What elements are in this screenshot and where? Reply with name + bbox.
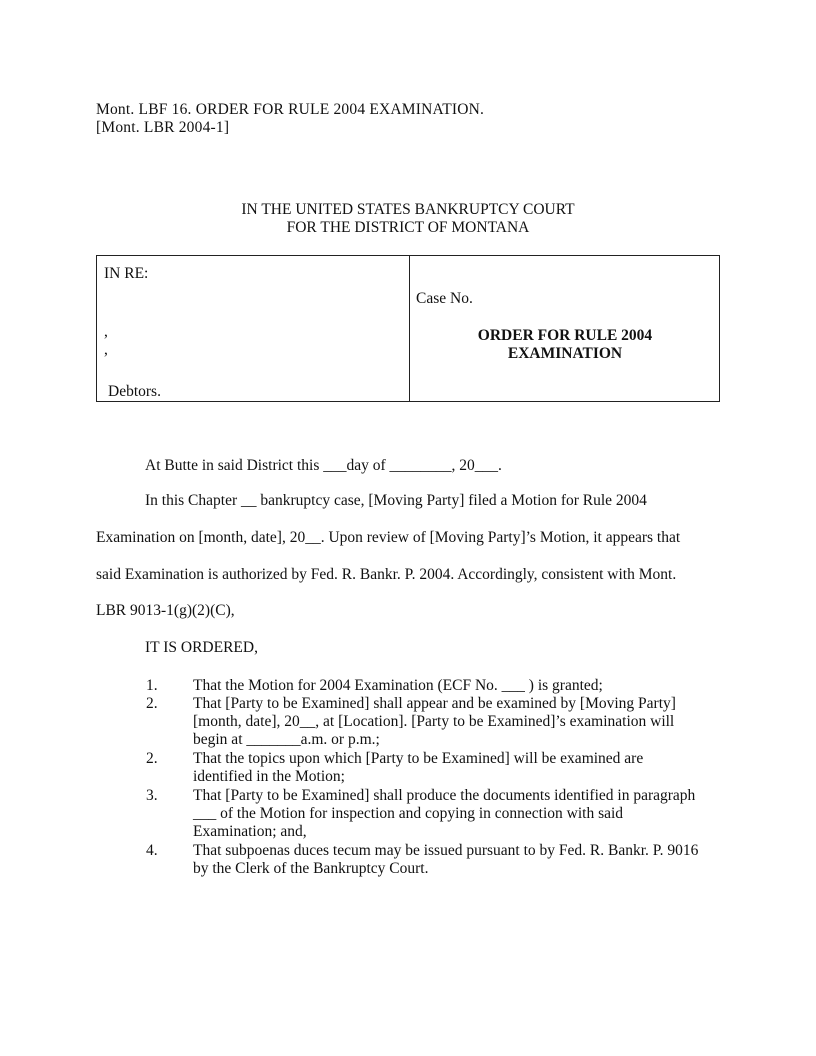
item-text: That the Motion for 2004 Examination (ECF No. ___ ) is granted; [193, 677, 603, 694]
item-number: 3. [146, 787, 158, 804]
item-number: 1. [146, 677, 158, 694]
debtor-name-line-1: , [104, 323, 108, 340]
dateline: At Butte in said District this ___day of ________, 20___. [145, 457, 502, 474]
order-title-line-2: EXAMINATION [507, 345, 623, 362]
item-text: That subpoenas duces tecum may be issued pursuant to by Fed. R. Bankr. P. 9016 by the Clerk of the Bankruptcy Court. [193, 842, 699, 877]
paragraph-line: said Examination is authorized by Fed. R. Bankr. P. 2004. Accordingly, consistent with Mont. [96, 566, 677, 583]
item-text: That [Party to be Examined] shall produce the documents identified in paragraph ___ of the Motion for inspection and copying in connection with said Examination; and, [193, 787, 696, 840]
item-text: That [Party to be Examined] shall appear and be examined by [Moving Party] [month, date], 20__, at [Location]. [Party to be Examined]’s examination will begin at _______a.m. or p.m.; [193, 695, 676, 748]
paragraph-line: LBR 9013-1(g)(2)(C), [96, 602, 235, 619]
item-number: 2. [146, 750, 158, 767]
court-district: FOR THE DISTRICT OF MONTANA [286, 219, 530, 236]
paragraph-line: Examination on [month, date], 20__. Upon review of [Moving Party]’s Motion, it appears that [96, 529, 681, 546]
order-title-line-1: ORDER FOR RULE 2004 [477, 327, 653, 344]
debtors-label: Debtors. [108, 383, 161, 400]
form-rule-reference: [Mont. LBR 2004-1] [96, 119, 230, 136]
debtor-name-line-2: , [104, 341, 108, 358]
item-number: 4. [146, 842, 158, 859]
it-is-ordered: IT IS ORDERED, [145, 639, 258, 656]
case-caption-box [96, 255, 720, 402]
case-number-label: Case No. [416, 290, 473, 307]
in-re-label: IN RE: [104, 265, 149, 282]
item-number: 2. [146, 695, 158, 712]
item-text: That the topics upon which [Party to be Examined] will be examined are identified in the Motion; [193, 750, 644, 785]
form-title: Mont. LBF 16. ORDER FOR RULE 2004 EXAMINATION. [96, 101, 485, 118]
paragraph-line: In this Chapter __ bankruptcy case, [Moving Party] filed a Motion for Rule 2004 [145, 492, 647, 509]
court-name: IN THE UNITED STATES BANKRUPTCY COURT [241, 201, 575, 218]
